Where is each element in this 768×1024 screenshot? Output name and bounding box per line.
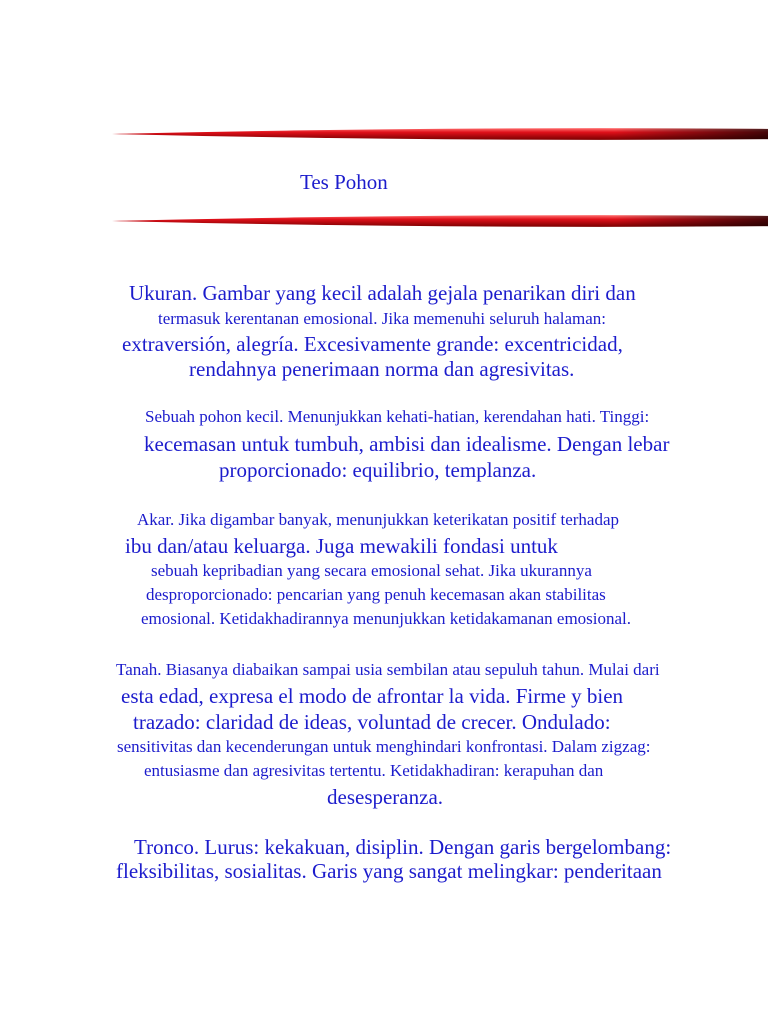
body-line: trazado: claridad de ideas, voluntad de crecer. Ondulado: [133, 710, 611, 734]
body-line: sensitivitas dan kecenderungan untuk menghindari konfrontasi. Dalam zigzag: [117, 737, 651, 756]
body-line: Ukuran. Gambar yang kecil adalah gejala penarikan diri dan [129, 281, 636, 305]
body-line: Tanah. Biasanya diabaikan sampai usia sembilan atau sepuluh tahun. Mulai dari [116, 660, 660, 679]
body-line: extraversión, alegría. Excesivamente grande: excentricidad, [122, 332, 623, 356]
decorative-red-rule-bottom [112, 214, 768, 228]
body-line: Sebuah pohon kecil. Menunjukkan kehati-hatian, kerendahan hati. Tinggi: [145, 407, 650, 426]
body-line: ibu dan/atau keluarga. Juga mewakili fondasi untuk [125, 534, 558, 558]
body-line: kecemasan untuk tumbuh, ambisi dan idealisme. Dengan lebar [144, 432, 670, 456]
body-line: Akar. Jika digambar banyak, menunjukkan keterikatan positif terhadap [137, 510, 619, 529]
body-line: rendahnya penerimaan norma dan agresivitas. [189, 357, 575, 381]
body-line: emosional. Ketidakhadirannya menunjukkan ketidakamanan emosional. [141, 609, 632, 628]
body-line: esta edad, expresa el modo de afrontar la vida. Firme y bien [121, 684, 624, 708]
body-line: sebuah kepribadian yang secara emosional sehat. Jika ukurannya [151, 561, 592, 580]
body-line: proporcionado: equilibrio, templanza. [219, 458, 537, 482]
document-title: Tes Pohon [300, 170, 388, 194]
body-line: termasuk kerentanan emosional. Jika memenuhi seluruh halaman: [158, 309, 607, 328]
body-line: entusiasme dan agresivitas tertentu. Ketidakhadiran: kerapuhan dan [144, 761, 604, 780]
body-line: Tronco. Lurus: kekakuan, disiplin. Dengan garis bergelombang: [134, 835, 672, 859]
body-line: fleksibilitas, sosialitas. Garis yang sangat melingkar: penderitaan [116, 859, 662, 883]
decorative-red-rule-top [112, 127, 768, 141]
body-line: desesperanza. [327, 785, 444, 809]
body-line: desproporcionado: pencarian yang penuh kecemasan akan stabilitas [146, 585, 606, 604]
